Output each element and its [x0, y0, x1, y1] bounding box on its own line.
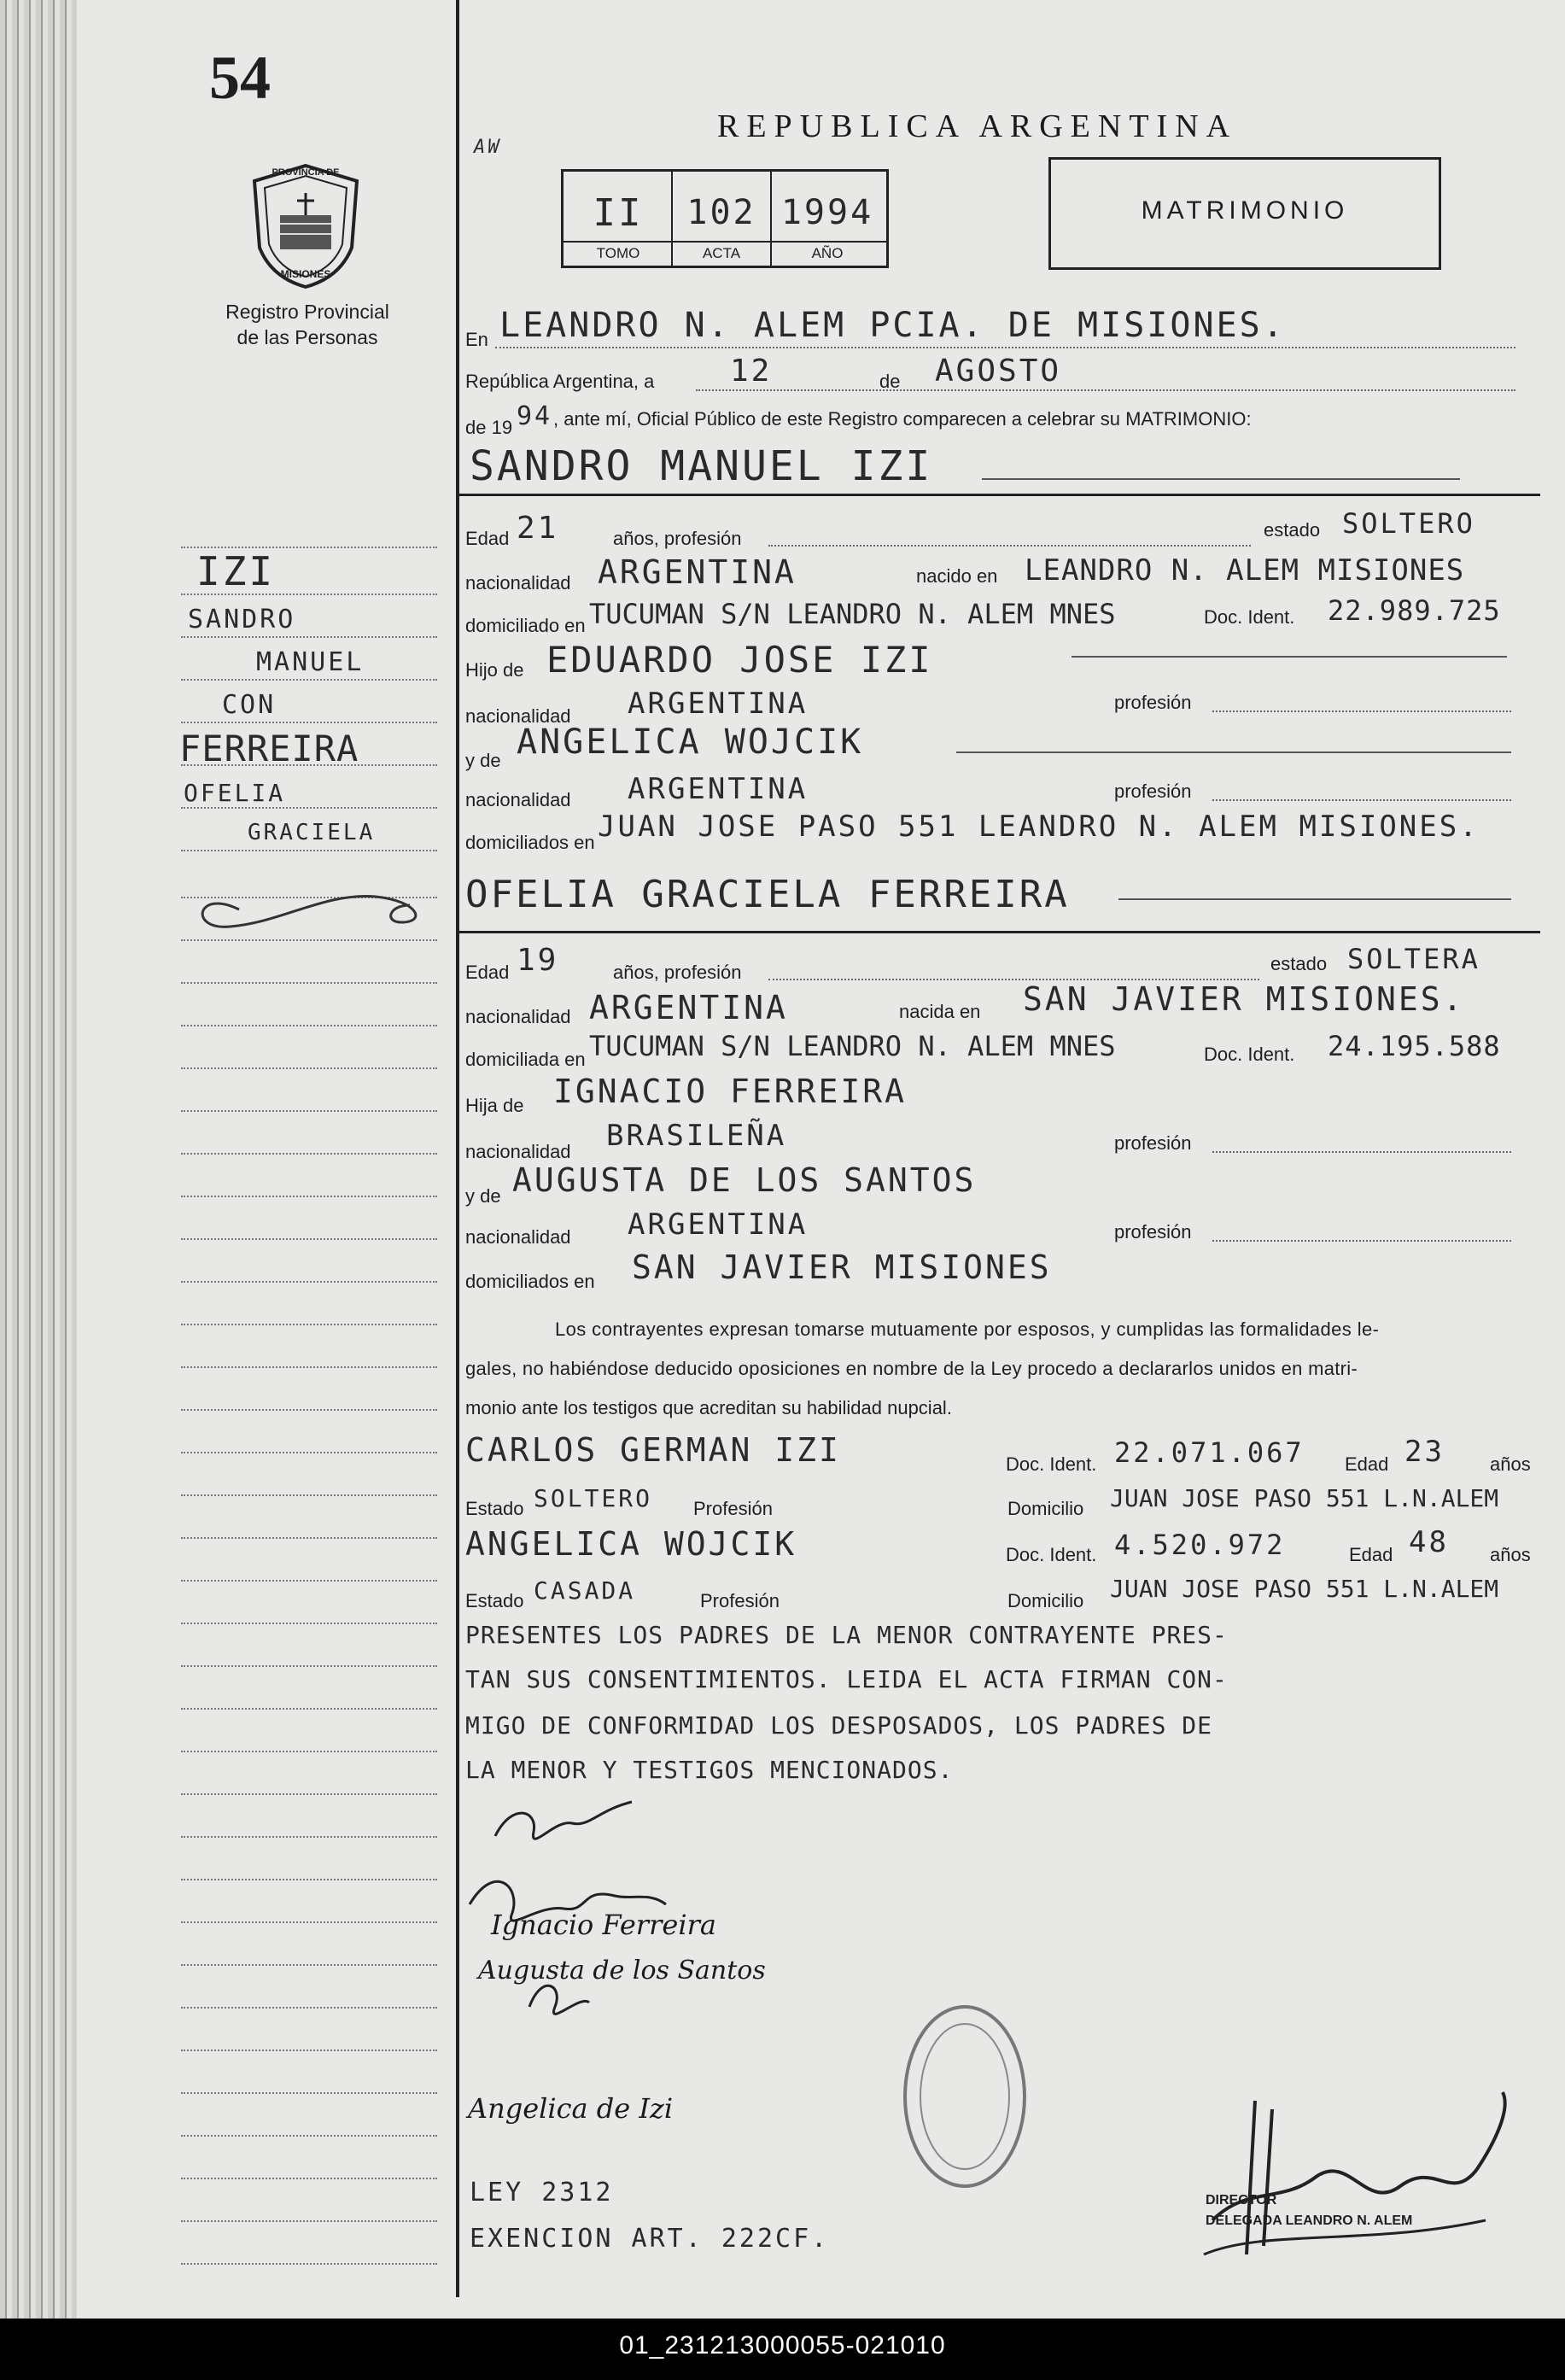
- bride-mother-prof-label: profesión: [1114, 1221, 1192, 1243]
- groom-anos-profesion-label: años, profesión: [613, 528, 742, 549]
- witness2-estado: CASADA: [534, 1576, 636, 1605]
- date-line: [696, 389, 1515, 391]
- witness1-estado-label: Estado: [465, 1498, 524, 1519]
- registry-title-line1: Registro Provincial: [225, 301, 389, 323]
- en-label: En: [465, 329, 488, 350]
- bride-nac-label: nacionalidad: [465, 1006, 571, 1027]
- ano-value: 1994: [780, 193, 874, 232]
- bride-doc: 24.195.588: [1328, 1030, 1501, 1062]
- notes-line-4: LA MENOR Y TESTIGOS MENCIONADOS.: [465, 1756, 954, 1784]
- bride-father-nac: BRASILEÑA: [606, 1119, 787, 1153]
- record-box-divider: [564, 241, 886, 243]
- bride-anos-profesion-label: años, profesión: [613, 962, 742, 983]
- tomo-label: TOMO: [596, 245, 640, 261]
- bride-parents-dom-label: domiciliados en: [465, 1271, 595, 1292]
- witness1-doc: 22.071.067: [1114, 1436, 1305, 1469]
- witness2-estado-label: Estado: [465, 1590, 524, 1611]
- seal-text-bottom: MISIONES: [280, 268, 331, 280]
- witness2-domicilio: JUAN JOSE PASO 551 L.N.ALEM: [1110, 1575, 1499, 1603]
- groom-estado: SOLTERO: [1342, 507, 1475, 540]
- margin-surname-bride: FERREIRA: [179, 728, 359, 769]
- bride-mother-nac: ARGENTINA: [628, 1208, 809, 1242]
- ceremony-place: LEANDRO N. ALEM PCIA. DE MISIONES.: [499, 306, 1286, 345]
- groom-father-nac: ARGENTINA: [628, 687, 809, 721]
- groom-doc-label: Doc. Ident.: [1204, 606, 1295, 628]
- witness2-age: 48: [1409, 1525, 1449, 1559]
- bride-nacida-label: nacida en: [899, 1001, 981, 1022]
- bride-domicilio: TUCUMAN S/N LEANDRO N. ALEM MNES: [589, 1030, 1116, 1062]
- bride-father: IGNACIO FERREIRA: [553, 1073, 908, 1110]
- margin-flourish: [179, 880, 435, 944]
- groom-father-line: [1072, 656, 1507, 658]
- footer-note-exemption: EXENCION ART. 222CF.: [470, 2224, 830, 2254]
- margin-given-1: SANDRO: [188, 605, 296, 634]
- groom-name: SANDRO MANUEL IZI: [470, 442, 933, 490]
- groom-mother: ANGELICA WOJCIK: [517, 722, 864, 762]
- tomo-value: II: [593, 191, 644, 235]
- acta-value: 102: [686, 193, 756, 232]
- declaration-line-2: gales, no habiéndose deducido oposiciones en nombre de la Ley procedo a declararlos unidos en matri-: [465, 1358, 1358, 1379]
- groom-doc: 22.989.725: [1328, 594, 1501, 627]
- main-vertical-rule: [456, 0, 459, 2297]
- groom-father-prof-label: profesión: [1114, 692, 1192, 713]
- groom-mother-nac: ARGENTINA: [628, 772, 809, 806]
- groom-hijo-label: Hijo de: [465, 659, 524, 681]
- official-stamp-line1: DIRECTOR: [1206, 2193, 1277, 2207]
- margin-given-2: MANUEL: [256, 647, 365, 677]
- signature-angelica: Angelica de Izi: [468, 2092, 674, 2125]
- bride-mother: AUGUSTA DE LOS SANTOS: [512, 1161, 977, 1199]
- groom-parents-dom-label: domiciliados en: [465, 832, 595, 853]
- witness1-dom-label: Domicilio: [1007, 1498, 1084, 1519]
- bride-yde-label: y de: [465, 1185, 501, 1207]
- groom-mother-prof-line: [1212, 799, 1511, 801]
- witness2-prof-label: Profesión: [700, 1590, 780, 1611]
- official-signature: [1195, 2084, 1520, 2276]
- groom-age: 21: [517, 511, 559, 546]
- declaration-line-3: monio ante los testigos que acreditan su habilidad nupcial.: [465, 1397, 952, 1418]
- bride-estado: SOLTERA: [1347, 943, 1480, 975]
- intro-statement: , ante mí, Oficial Público de este Registro comparecen a celebrar su MATRIMONIO:: [553, 408, 1252, 430]
- bride-parents-domicilio: SAN JAVIER MISIONES: [632, 1248, 1052, 1286]
- de-label: de: [879, 371, 901, 392]
- bride-father-prof-line: [1212, 1151, 1511, 1153]
- margin-given-4: GRACIELA: [248, 820, 376, 845]
- bride-father-prof-label: profesión: [1114, 1132, 1192, 1154]
- bride-estado-label: estado: [1270, 953, 1328, 974]
- groom-father-prof-line: [1212, 710, 1511, 712]
- country-title: REPUBLICA ARGENTINA: [717, 108, 1238, 144]
- bride-name: OFELIA GRACIELA FERREIRA: [465, 873, 1070, 916]
- witness1-age: 23: [1404, 1435, 1445, 1469]
- ceremony-month: AGOSTO: [935, 354, 1062, 389]
- groom-nac-label: nacionalidad: [465, 572, 571, 594]
- witness2-doc: 4.520.972: [1114, 1529, 1286, 1561]
- notes-line-3: MIGO DE CONFORMIDAD LOS DESPOSADOS, LOS PADRES DE: [465, 1711, 1213, 1740]
- bride-mother-prof-line: [1212, 1240, 1511, 1242]
- groom-edad-label: Edad: [465, 528, 510, 549]
- groom-section-rule: [456, 494, 1540, 496]
- witness2-edad-label: Edad: [1349, 1544, 1393, 1565]
- groom-estado-label: estado: [1264, 519, 1321, 541]
- groom-domicilio: TUCUMAN S/N LEANDRO N. ALEM MNES: [589, 598, 1116, 630]
- bride-doc-label: Doc. Ident.: [1204, 1044, 1295, 1065]
- acta-label: ACTA: [702, 245, 741, 261]
- ano-label: AÑO: [811, 245, 844, 261]
- footer-note-law: LEY 2312: [470, 2178, 614, 2207]
- witness2-name: ANGELICA WOJCIK: [465, 1525, 797, 1563]
- bride-hija-label: Hija de: [465, 1095, 524, 1116]
- margin-surname-groom: IZI: [196, 548, 276, 594]
- declaration-line-1: Los contrayentes expresan tomarse mutuamente por esposos, y cumplidas las formalidades le-: [555, 1319, 1380, 1340]
- place-line: [495, 347, 1515, 348]
- groom-yde-label: y de: [465, 750, 501, 771]
- bride-name-line: [1118, 898, 1511, 900]
- groom-dom-label: domiciliado en: [465, 615, 586, 636]
- round-stamp: [896, 1998, 1033, 2199]
- groom-mother-line: [956, 751, 1511, 753]
- groom-nacido-label: nacido en: [916, 565, 998, 587]
- witness1-prof-label: Profesión: [693, 1498, 773, 1519]
- groom-birthplace: LEANDRO N. ALEM MISIONES: [1025, 553, 1465, 588]
- page-number: 54: [209, 44, 271, 112]
- bride-age: 19: [517, 943, 559, 978]
- annotation-initials: AW: [474, 137, 502, 158]
- year-suffix: 94: [517, 401, 553, 431]
- bride-edad-label: Edad: [465, 962, 510, 983]
- margin-con: CON: [222, 690, 277, 720]
- witness1-estado: SOLTERO: [534, 1484, 653, 1512]
- bride-section-rule: [456, 931, 1540, 933]
- groom-parents-domicilio: JUAN JOSE PASO 551 LEANDRO N. ALEM MISIONES.: [598, 810, 1480, 844]
- witness2-anos-label: años: [1490, 1544, 1531, 1565]
- witness1-doc-label: Doc. Ident.: [1006, 1453, 1097, 1475]
- book-page-edges: [0, 0, 77, 2319]
- notes-line-1: PRESENTES LOS PADRES DE LA MENOR CONTRAYENTE PRES-: [465, 1621, 1228, 1649]
- republica-label: República Argentina, a: [465, 371, 655, 392]
- groom-name-line: [982, 478, 1460, 480]
- bride-dom-label: domiciliada en: [465, 1049, 586, 1070]
- act-type-label: MATRIMONIO: [1141, 196, 1349, 225]
- signature-augusta: Augusta de los Santos: [478, 1956, 766, 1985]
- signature-ignacio: Ignacio Ferreira: [491, 1909, 716, 1941]
- registry-title-line2: de las Personas: [237, 326, 378, 348]
- witness2-dom-label: Domicilio: [1007, 1590, 1084, 1611]
- groom-nacionalidad: ARGENTINA: [598, 553, 797, 591]
- groom-mother-nac-label: nacionalidad: [465, 789, 571, 810]
- bride-birthplace: SAN JAVIER MISIONES.: [1023, 980, 1465, 1018]
- groom-father: EDUARDO JOSE IZI: [546, 639, 933, 681]
- bride-mother-nac-label: nacionalidad: [465, 1226, 571, 1248]
- witness1-edad-label: Edad: [1345, 1453, 1389, 1475]
- ceremony-day: 12: [730, 354, 773, 389]
- margin-given-3: OFELIA: [184, 779, 286, 807]
- image-caption: 01_231213000055-021010: [619, 2331, 946, 2360]
- groom-profesion-line: [768, 545, 1251, 547]
- witness1-name: CARLOS GERMAN IZI: [465, 1431, 841, 1469]
- year-prefix: de 19: [465, 417, 513, 438]
- official-stamp-line2: DELEGADA LEANDRO N. ALEM: [1206, 2213, 1413, 2228]
- witness1-domicilio: JUAN JOSE PASO 551 L.N.ALEM: [1110, 1484, 1499, 1512]
- witness2-doc-label: Doc. Ident.: [1006, 1544, 1097, 1565]
- witness1-anos-label: años: [1490, 1453, 1531, 1475]
- bride-nacionalidad: ARGENTINA: [589, 989, 788, 1026]
- bride-father-nac-label: nacionalidad: [465, 1141, 571, 1162]
- notes-line-2: TAN SUS CONSENTIMIENTOS. LEIDA EL ACTA FIRMAN CON-: [465, 1665, 1228, 1693]
- groom-father-nac-label: nacionalidad: [465, 705, 571, 727]
- groom-mother-prof-label: profesión: [1114, 781, 1192, 802]
- seal-text-top: PROVINCIA DE: [272, 167, 340, 178]
